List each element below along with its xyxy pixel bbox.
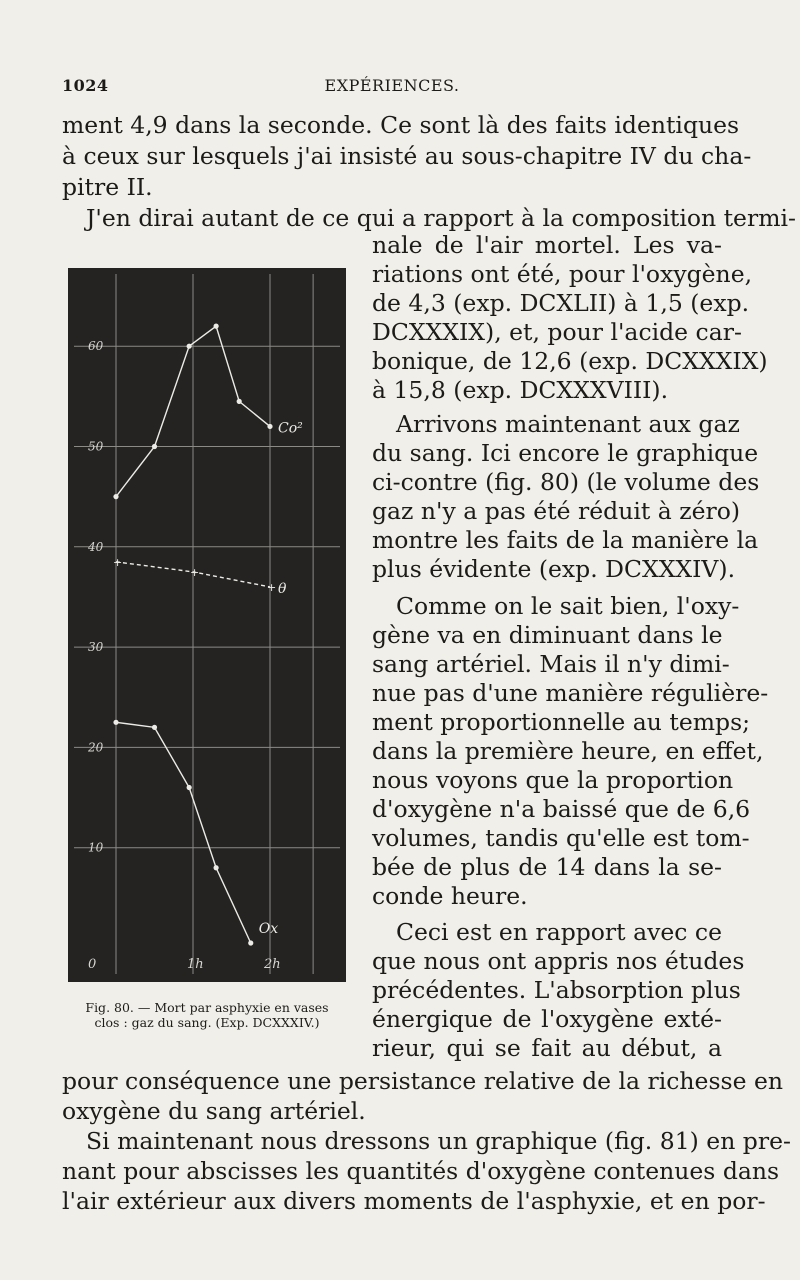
y-tick-label: 50 <box>88 439 104 454</box>
y-tick-label: 10 <box>88 840 104 855</box>
running-header <box>62 76 722 100</box>
data-point <box>237 399 242 404</box>
text-line: sang artériel. Mais il n'y dimi- <box>372 650 730 678</box>
figure-caption: Fig. 80. — Mort par asphyxie en vases <box>85 1000 329 1015</box>
series-line <box>116 722 251 943</box>
figure-80 <box>68 268 346 982</box>
text-line: gaz n'y a pas été réduit à zéro) <box>372 497 741 525</box>
text-line: nant pour abscisses les quantités d'oxygène contenues dans <box>62 1157 780 1185</box>
data-point: + <box>113 555 123 569</box>
y-tick-label: 30 <box>88 640 104 655</box>
data-point <box>187 785 192 790</box>
text-line: à ceux sur lesquels j'ai insisté au sous-chapitre IV du cha- <box>62 142 752 170</box>
blood-gas-chart <box>68 268 346 982</box>
text-line: pour conséquence une persistance relative de la richesse en <box>62 1067 783 1095</box>
y-tick-label: 60 <box>88 339 104 354</box>
text-line: de 4,3 (exp. DCXLII) à 1,5 (exp. <box>372 289 750 317</box>
text-line: dans la première heure, en effet, <box>372 737 764 765</box>
text-line: Ceci est en rapport avec ce <box>396 918 722 946</box>
data-point <box>267 424 272 429</box>
data-point: + <box>190 565 200 579</box>
data-point <box>152 444 157 449</box>
series-label: θ <box>278 580 287 597</box>
text-line: bée de plus de 14 dans la se- <box>372 853 722 881</box>
text-line: plus évidente (exp. DCXXXIV). <box>372 555 736 583</box>
text-line: rieur, qui se fait au début, a <box>372 1034 722 1062</box>
text-line: Comme on le sait bien, l'oxy- <box>396 592 740 620</box>
text-line: Si maintenant nous dressons un graphique (fig. 81) en pre- <box>86 1127 791 1155</box>
text-line: ment proportionnelle au temps; <box>372 708 751 736</box>
text-line: oxygène du sang artériel. <box>62 1097 366 1125</box>
running-title: EXPÉRIENCES. <box>324 76 460 95</box>
page-number: 1024 <box>62 76 109 95</box>
text-line: ci-contre (fig. 80) (le volume des <box>372 468 760 496</box>
text-line: Arrivons maintenant aux gaz <box>396 410 740 438</box>
text-line: bonique, de 12,6 (exp. DCXXXIX) <box>372 347 768 375</box>
data-point <box>113 494 118 499</box>
data-point <box>187 344 192 349</box>
text-line: conde heure. <box>372 882 528 910</box>
text-line: ment 4,9 dans la seconde. Ce sont là des faits identiques <box>62 111 740 139</box>
y-tick-label: 40 <box>88 539 104 554</box>
series-label: Ox <box>258 920 279 937</box>
text-line: gène va en diminuant dans le <box>372 621 723 649</box>
text-line: J'en dirai autant de ce qui a rapport à la composition termi- <box>86 204 796 232</box>
text-line: DCXXXIX), et, pour l'acide car- <box>372 318 742 346</box>
text-line: du sang. Ici encore le graphique <box>372 439 759 467</box>
text-line: d'oxygène n'a baissé que de 6,6 <box>372 795 751 823</box>
text-line: nue pas d'une manière régulière- <box>372 679 769 707</box>
data-point <box>113 720 118 725</box>
y-tick-label: 20 <box>88 740 104 755</box>
x-tick-label: 1h <box>187 957 204 972</box>
text-line: l'air extérieur aux divers moments de l'asphyxie, et en por- <box>62 1187 766 1215</box>
data-point <box>248 940 253 945</box>
data-point: + <box>267 580 277 594</box>
text-line: que nous ont appris nos études <box>372 947 745 975</box>
data-point <box>214 865 219 870</box>
text-line: énergique de l'oxygène exté- <box>372 1005 722 1033</box>
x-tick-label: 0 <box>88 957 97 972</box>
text-line: nous voyons que la proportion <box>372 766 734 794</box>
text-line: pitre II. <box>62 173 153 201</box>
text-line: à 15,8 (exp. DCXXXVIII). <box>372 376 669 404</box>
series-label: Co² <box>278 420 303 437</box>
text-line: précédentes. L'absorption plus <box>372 976 741 1004</box>
text-line: volumes, tandis qu'elle est tom- <box>372 824 750 852</box>
text-line: montre les faits de la manière la <box>372 526 759 554</box>
text-line: nale de l'air mortel. Les va- <box>372 231 722 259</box>
figure-caption: clos : gaz du sang. (Exp. DCXXXIV.) <box>94 1015 320 1030</box>
text-line: riations ont été, pour l'oxygène, <box>372 260 753 288</box>
data-point <box>152 725 157 730</box>
data-point <box>214 324 219 329</box>
x-tick-label: 2h <box>264 957 281 972</box>
